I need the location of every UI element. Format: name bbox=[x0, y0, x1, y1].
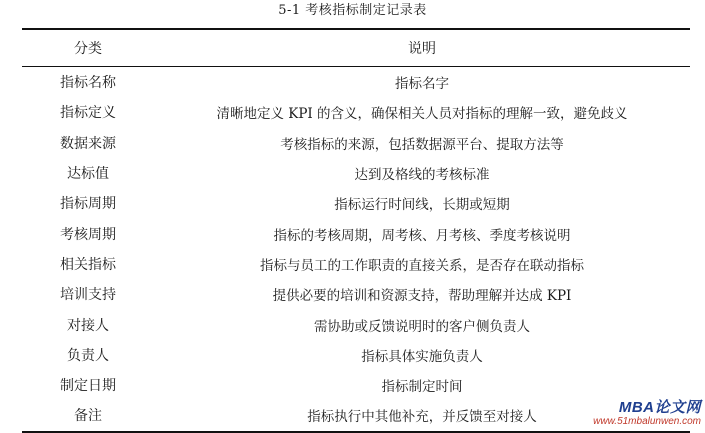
row-description: 达到及格线的考核标准 bbox=[354, 167, 490, 184]
row-description: 清晰地定义 KPI 的含义，确保相关人员对指标的理解一致，避免歧义 bbox=[216, 106, 628, 123]
table-row bbox=[22, 188, 690, 218]
row-description: 指标运行时间线，长期或短期 bbox=[334, 197, 510, 214]
table-row bbox=[22, 218, 690, 248]
row-category: 考核周期 bbox=[60, 226, 116, 243]
table-row bbox=[22, 128, 690, 158]
row-category: 负责人 bbox=[67, 347, 109, 364]
row-category: 对接人 bbox=[67, 317, 109, 334]
table-caption: 5-1 考核指标制定记录表 bbox=[278, 3, 427, 18]
site-watermark bbox=[561, 400, 701, 427]
row-category: 指标定义 bbox=[60, 105, 116, 122]
row-description: 指标名字 bbox=[395, 76, 449, 93]
row-category: 培训支持 bbox=[60, 287, 116, 304]
row-category: 达标值 bbox=[67, 166, 109, 183]
row-category: 数据来源 bbox=[60, 135, 116, 152]
row-description: 考核指标的来源，包括数据源平台、提取方法等 bbox=[280, 136, 564, 153]
row-category: 指标名称 bbox=[60, 75, 116, 92]
assessment-indicator-table bbox=[22, 28, 690, 433]
table-row bbox=[22, 340, 690, 370]
row-description: 需协助或反馈说明时的客户侧负责人 bbox=[314, 318, 530, 335]
row-category: 备注 bbox=[74, 408, 102, 425]
row-description: 指标的考核周期，周考核、月考核、季度考核说明 bbox=[273, 227, 571, 244]
table-row bbox=[22, 370, 690, 400]
row-description: 指标具体实施负责人 bbox=[361, 348, 483, 365]
table-row bbox=[22, 158, 690, 188]
row-description: 指标与员工的工作职责的直接关系，是否存在联动指标 bbox=[260, 257, 584, 274]
table-row bbox=[22, 279, 690, 309]
header-description: 说明 bbox=[408, 41, 436, 57]
row-description: 指标制定时间 bbox=[381, 379, 463, 396]
row-description: 提供必要的培训和资源支持，帮助理解并达成 KPI bbox=[272, 288, 572, 305]
table-row bbox=[22, 67, 690, 97]
row-category: 制定日期 bbox=[60, 378, 116, 395]
table-row bbox=[22, 309, 690, 339]
header-category: 分类 bbox=[74, 41, 102, 57]
table-row bbox=[22, 97, 690, 127]
table-header-row bbox=[22, 30, 690, 67]
row-category: 相关指标 bbox=[60, 256, 116, 273]
row-description: 指标执行中其他补充，并反馈至对接人 bbox=[307, 409, 537, 426]
watermark-logo: MBA论文网 bbox=[618, 399, 701, 416]
row-category: 指标周期 bbox=[60, 196, 116, 213]
watermark-url: www.51mbalunwen.com bbox=[593, 416, 701, 427]
table-row bbox=[22, 249, 690, 279]
